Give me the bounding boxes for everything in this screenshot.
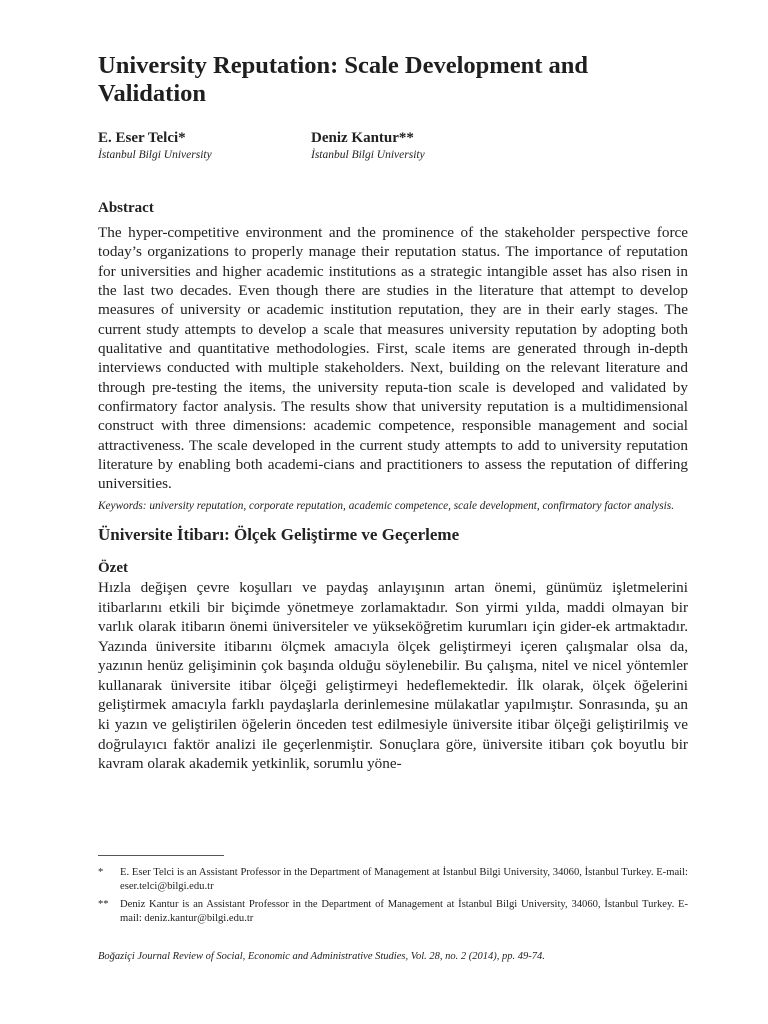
author-name: Deniz Kantur** (311, 130, 414, 146)
author-affiliation: İstanbul Bilgi University (98, 149, 212, 161)
keywords: Keywords: university reputation, corporate reputation, academic competence, scale development, confirmatory factor analysis. (98, 499, 675, 512)
footnote-1 (98, 866, 688, 893)
author-2 (311, 129, 425, 163)
footnote-mark: ** (98, 899, 109, 910)
author-name: E. Eser Telci* (98, 130, 186, 146)
author-1 (98, 129, 212, 163)
ozet-text: Hızla değişen çevre koşulları ve paydaş anlayışının artan önemi, günümüz işletmelerini itibarlarını etkili bir biçimde yönetmeye zorlamaktadır. Son yirmi yılda, maddi olmayan bir varlık olarak itibarın önemi üniversiteler ve yükseköğretim kurumları için gider-ek artmaktadır. Yazında üniversite itibarını ölçmek amacıyla ölçek geliştirmeyi içeren çalışmalar olsa da, yazının henüz gelişiminin çok başında olduğu söylenebilir. Bu çalışma, nitel ve nicel yöntemler kullanarak üniversite itibar ölçeği geliştirmeyi hedeflemektedir. İlk olarak, ölçek öğelerini geliştirmek amacıyla farklı paydaşlarla derinlemesine mülakatlar yapılmıştır. Sonrasında, şu an ki yazın ve geliştirilen öğelerin önceden test edilmesiyle üniversite itibar ölçeği geliştirilmiş ve doğrulayıcı faktör analizi ile geçerlenmiştir. Sonuçlara göre, üniversite itibarı çok boyutlu bir kavram olarak akademik yetkinlik, sorumlu yöne- (98, 578, 688, 773)
abstract-text: The hyper-competitive environment and the prominence of the stakeholder perspective force today’s organizations to properly manage their reputation status. The importance of reputation for universities and higher academic institutions as a strategic intangible asset has also risen in the last two decades. Even though there are studies in the literature that attempt to develop measures of university or academic institution reputation, they are in their early stages. The current study attempts to develop a scale that measures university reputation by adopting both qualitative and quantitative methodologies. First, scale items are generated through in-depth interviews conducted with multiple stakeholders. Next, building on the relevant literature and through pre-testing the items, the university reputa-tion scale is developed and validated by confirmatory factor analysis. The results show that university reputation is a multidimensional construct with three dimensions: academic competence, responsible management and social attractiveness. The scale developed in the current study attempts to add to university reputation literature by enabling both academi-cians and practitioners to assess the reputation of differing universities. (98, 224, 688, 493)
journal-citation: Boğaziçi Journal Review of Social, Economic and Administrative Studies, Vol. 28, no. 2 (2014), pp. 49-74. (98, 951, 545, 962)
footnote-divider (98, 855, 224, 856)
ozet-heading: Özet (98, 559, 128, 576)
footnote-text: E. Eser Telci is an Assistant Professor in the Department of Management at İstanbul Bilgi University, 34060, İstanbul Turkey. E-mail: eser.telci@bilgi.edu.tr (120, 867, 688, 892)
footnote-2 (98, 898, 688, 925)
author-block (98, 129, 688, 165)
abstract-heading: Abstract (98, 200, 154, 216)
article-page (98, 52, 688, 774)
article-title: University Reputation: Scale Development and Validation (98, 52, 588, 107)
footnotes (98, 866, 688, 930)
turkish-title: Üniversite İtibarı: Ölçek Geliştirme ve Geçerleme (98, 524, 460, 544)
author-affiliation: İstanbul Bilgi University (311, 149, 425, 161)
footnote-mark: * (98, 867, 104, 878)
footnote-text: Deniz Kantur is an Assistant Professor in the Department of Management at İstanbul Bilgi University, 34060, İstanbul Turkey. E-mail: deniz.kantur@bilgi.edu.tr (120, 899, 688, 924)
